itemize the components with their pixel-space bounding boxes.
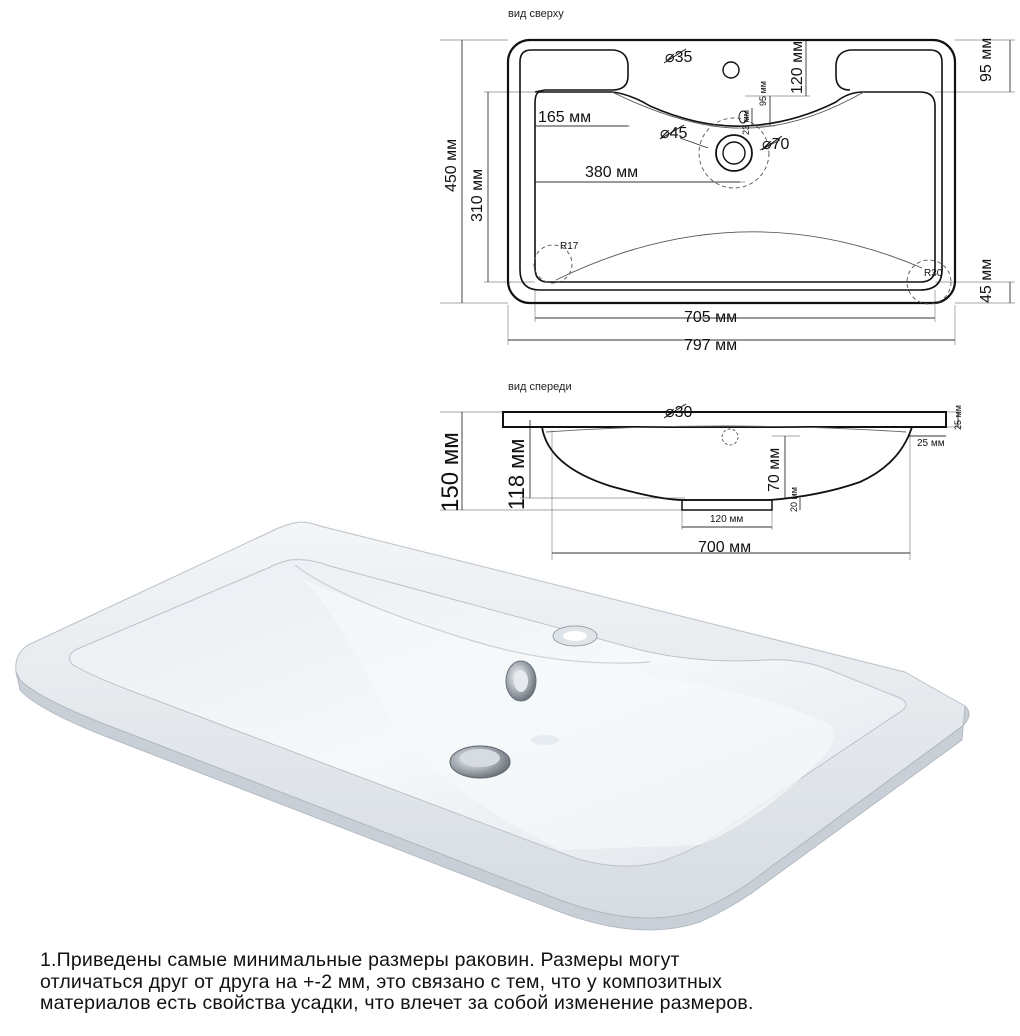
dim-d70: ⌀70	[762, 136, 790, 153]
dim-95: 95 мм	[978, 37, 995, 82]
dim-150: 150 мм	[437, 432, 464, 512]
front-drain-spigot	[682, 500, 772, 510]
dim-797: 797 мм	[684, 337, 738, 354]
dim-120: 120 мм	[789, 40, 806, 94]
dim-310: 310 мм	[469, 168, 486, 222]
top-view	[440, 37, 1015, 345]
drain-chrome-cap	[460, 749, 500, 767]
overflow-chrome-inner	[514, 670, 528, 692]
top-view-dimensions	[443, 38, 995, 354]
note-line-3: материалов есть свойства усадки, что влечет за собой изменение размеров.	[40, 992, 754, 1014]
dim-118: 118 мм	[504, 438, 529, 510]
front-bowl-profile	[542, 427, 912, 500]
basin-opening	[535, 92, 935, 282]
disclaimer-note	[40, 950, 1000, 1015]
dim-120-spigot: 120 мм	[710, 514, 744, 525]
sink-render	[16, 522, 969, 930]
bowl-back-curve	[612, 92, 864, 128]
dimension-lines	[462, 37, 1010, 340]
dim-25-right: 25 мм	[953, 405, 963, 430]
front-view-title: вид спереди	[508, 381, 572, 393]
dim-380: 380 мм	[585, 164, 639, 181]
drain-inner	[723, 142, 745, 164]
dim-r17: R17	[560, 241, 579, 252]
note-line-2: отличаться друг от друга на +-2 мм, это связано с тем, что у композитных	[40, 970, 723, 993]
bowl-front-curve	[556, 232, 922, 280]
tap-hole	[723, 62, 739, 78]
drain-outer	[716, 135, 752, 171]
dim-700: 700 мм	[698, 539, 752, 556]
dim-70: 70 мм	[766, 447, 783, 492]
dim-r30: R30	[924, 268, 943, 279]
top-view-title: вид сверху	[508, 8, 564, 20]
dim-d45: ⌀45	[660, 125, 688, 142]
dim-95-small: 95 мм	[758, 81, 768, 106]
front-slab	[503, 412, 946, 427]
extension-lines	[440, 37, 1015, 345]
dim-450: 450 мм	[443, 138, 460, 192]
dim-d30: ⌀30	[665, 404, 693, 421]
dim-d35: ⌀35	[665, 49, 693, 66]
tap-hole-inner-render	[563, 631, 587, 641]
dim-25: 25 мм	[917, 438, 945, 449]
dim-20: 20 мм	[789, 487, 799, 512]
dim-165: 165 мм	[538, 109, 592, 126]
front-dimension-lines	[462, 412, 958, 553]
front-overflow-circle	[722, 429, 738, 445]
dim-705: 705 мм	[684, 309, 738, 326]
dim-45: 45 мм	[978, 258, 995, 303]
dim-23: 23 мм	[741, 110, 751, 135]
note-line-1: 1.Приведены самые минимальные размеры раковин. Размеры могут	[40, 949, 680, 971]
drain-outline-dashed	[699, 118, 769, 188]
